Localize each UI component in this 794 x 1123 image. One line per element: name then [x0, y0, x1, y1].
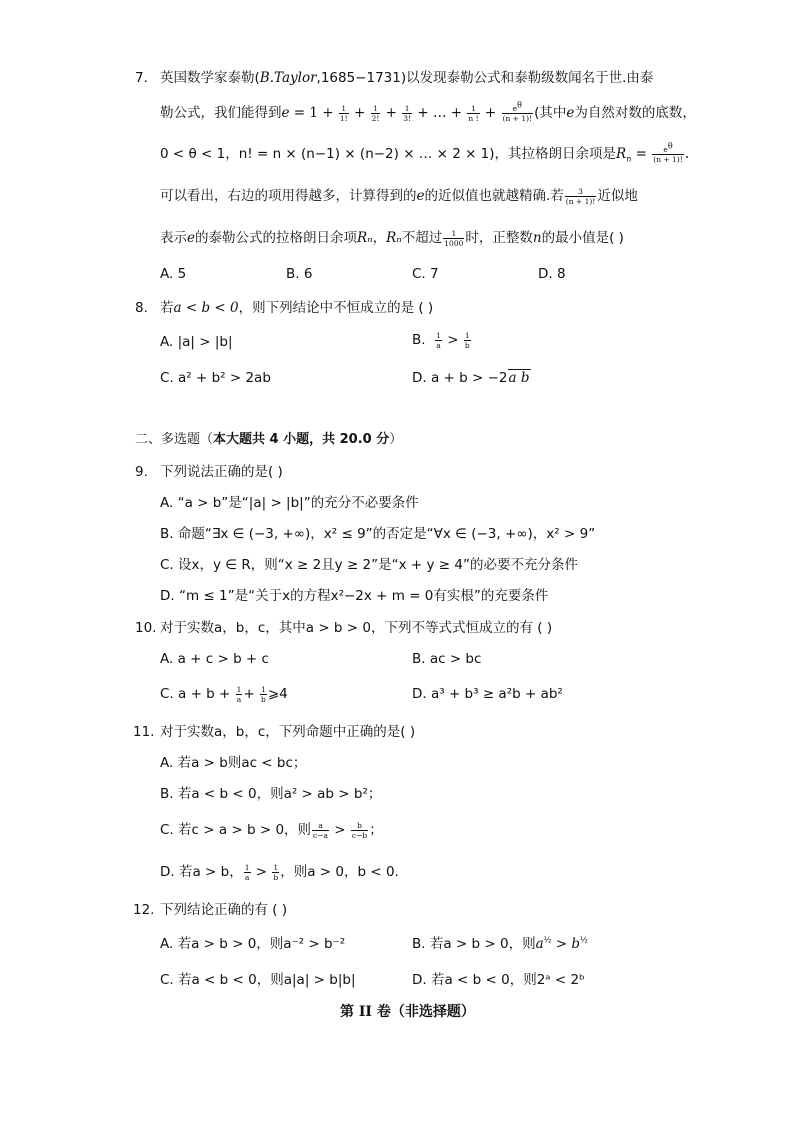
question-stem: 下列结论正确的有 ( ) — [160, 902, 288, 918]
text: Rₙ — [386, 230, 402, 246]
text: 英国数学家泰勒( — [160, 70, 260, 86]
option-a[interactable]: A. a + c > b + c — [160, 651, 269, 667]
formula: e = 1 + $\frac{1}{1!}$ + $\frac{1}{2!}$ + $\frac{1}{3!}$ + … + $\frac{1}{n !}$ + $\frac{e^\theta}{(n + 1)!}$ — [281, 100, 533, 123]
question-stem: 对于实数a，b，c，下列命题中正确的是( ) — [160, 724, 416, 740]
question-stem-line — [160, 186, 638, 206]
option-a[interactable]: A. |a| > |b| — [160, 334, 233, 350]
option-c[interactable]: C. 设x，y ∈ R，则“x ≥ 2且y ≥ 2”是“x + y ≥ 4”的必要不充分条件 — [160, 557, 578, 573]
text: 的泰勒公式的拉格朗日余项 — [195, 230, 357, 246]
question-stem: 对于实数a，b，c，其中a > b > 0，下列不等式式恒成立的有 ( ) — [160, 620, 553, 636]
text: 近似地 — [597, 188, 638, 204]
text: 0 < θ < 1，n! = n × (n−1) × (n−2) × … × 2 × 1)，其拉格朗日余项是 — [160, 146, 617, 162]
text: (其中 — [534, 105, 567, 121]
text: 的最小值是( ) — [541, 230, 624, 246]
question-stem-line — [160, 100, 696, 123]
formula: $R_n$ = $\frac{e^\theta}{(n + 1)!}$ . — [616, 141, 690, 164]
question-number: 8. — [135, 300, 148, 316]
option-d[interactable]: D. 8 — [538, 266, 566, 282]
text: Rₙ — [357, 230, 373, 246]
question-stem-line — [160, 228, 624, 248]
text: e — [566, 105, 575, 121]
text: 可以看出，右边的项用得越多，计算得到的 — [160, 188, 417, 204]
option-a[interactable]: A. “a > b”是“|a| > |b|”的充分不必要条件 — [160, 495, 419, 511]
question-stem-line — [160, 68, 653, 88]
fraction: $\frac{3}{(n + 1)!}$ — [565, 186, 596, 206]
question-number: 7. — [135, 70, 148, 86]
option-b[interactable]: B. 6 — [286, 266, 313, 282]
text: 表示 — [160, 230, 187, 246]
text: ） — [389, 432, 403, 447]
text: ， — [372, 230, 387, 246]
text: e — [187, 230, 195, 246]
part-title: 第 II 卷（非选择题） — [340, 1004, 475, 1020]
text: ，则下列结论中不恒成立的是 ( ) — [238, 300, 434, 316]
text: B. — [412, 332, 426, 348]
option-d[interactable]: D. 若a < b < 0，则2ᵃ < 2ᵇ — [412, 972, 585, 988]
question-number: 11. — [133, 724, 155, 740]
text: 二、多选题（ — [135, 432, 214, 447]
option-c[interactable]: C. a + b + $\frac{1}{a}$ + $\frac{1}{b}$ ⩾4 — [160, 684, 288, 704]
text: e — [416, 188, 425, 204]
question-stem — [160, 298, 433, 318]
option-a[interactable]: A. 5 — [160, 266, 187, 282]
text: C. 若c > a > b > 0，则 — [160, 822, 312, 838]
text: 不超过 — [401, 230, 443, 246]
text: B.Taylor — [259, 70, 317, 86]
text: n — [532, 230, 542, 246]
option-d[interactable]: D. 若a > b， $\frac{1}{a}$ > $\frac{1}{b}$ ，则a > 0，b < 0. — [160, 862, 399, 882]
text: D. 若a > b， — [160, 864, 243, 880]
text: 为自然对数的底数， — [574, 105, 696, 121]
fraction: $\frac{1}{1000}$ — [444, 228, 464, 248]
option-c[interactable]: C. 若c > a > b > 0，则 $\frac{a}{c-a}$ > $\frac{b}{c-b}$ ； — [160, 820, 383, 840]
question-stem: 下列说法正确的是( ) — [160, 464, 283, 480]
text: ,1685−1731)以发现泰勒公式和泰勒级数闻名于世.由泰 — [316, 70, 654, 86]
text: ； — [369, 822, 383, 838]
text: ⩾4 — [267, 686, 288, 702]
text: ，则a > 0，b < 0. — [280, 864, 399, 880]
section-title — [135, 430, 402, 450]
option-b[interactable]: B. $\frac{1}{a}$ > $\frac{1}{b}$ — [412, 330, 470, 350]
question-stem-line — [160, 141, 690, 170]
text: C. a + b + — [160, 686, 231, 702]
option-c[interactable]: C. 7 — [412, 266, 439, 282]
text: D. a + b > −2 — [412, 370, 508, 386]
option-d[interactable]: D. a³ + b³ ≥ a²b + ab² — [412, 686, 563, 702]
text: a < b < 0 — [173, 300, 239, 316]
option-b[interactable]: B. ac > bc — [412, 651, 482, 667]
question-number: 9. — [135, 464, 148, 480]
question-number: 12. — [133, 902, 155, 918]
text: B. 若a > b > 0，则 — [412, 936, 536, 952]
question-number: 10. — [135, 620, 157, 636]
text: 本大题共 4 小题，共 20.0 分 — [213, 432, 390, 447]
text: 的近似值也就越精确.若 — [424, 188, 564, 204]
option-b[interactable]: B. 命题“∃x ∈ (−3, +∞)，x² ≤ 9”的否定是“∀x ∈ (−3, +∞)，x² > 9” — [160, 526, 596, 542]
option-b[interactable]: B. 若a > b > 0，则$a^{\frac{1}{2}} > b^{\frac{1}{2}}$ — [412, 935, 588, 952]
option-d[interactable] — [412, 368, 531, 388]
option-d[interactable]: D. “m ≤ 1”是“关于x的方程x²−2x + m = 0有实根”的充要条件 — [160, 588, 549, 604]
text: 若 — [160, 300, 174, 316]
option-a[interactable]: A. 若a > b > 0，则a⁻² > b⁻² — [160, 936, 346, 952]
option-c[interactable]: C. 若a < b < 0，则a|a| > b|b| — [160, 972, 356, 988]
option-a[interactable]: A. 若a > b则ac < bc； — [160, 755, 307, 771]
option-b[interactable]: B. 若a < b < 0，则a² > ab > b²； — [160, 786, 382, 802]
text: 时，正整数 — [465, 230, 533, 246]
text: 勒公式，我们能得到 — [160, 105, 282, 121]
sqrt: a b — [508, 370, 530, 386]
option-c[interactable]: C. a² + b² > 2ab — [160, 370, 271, 386]
